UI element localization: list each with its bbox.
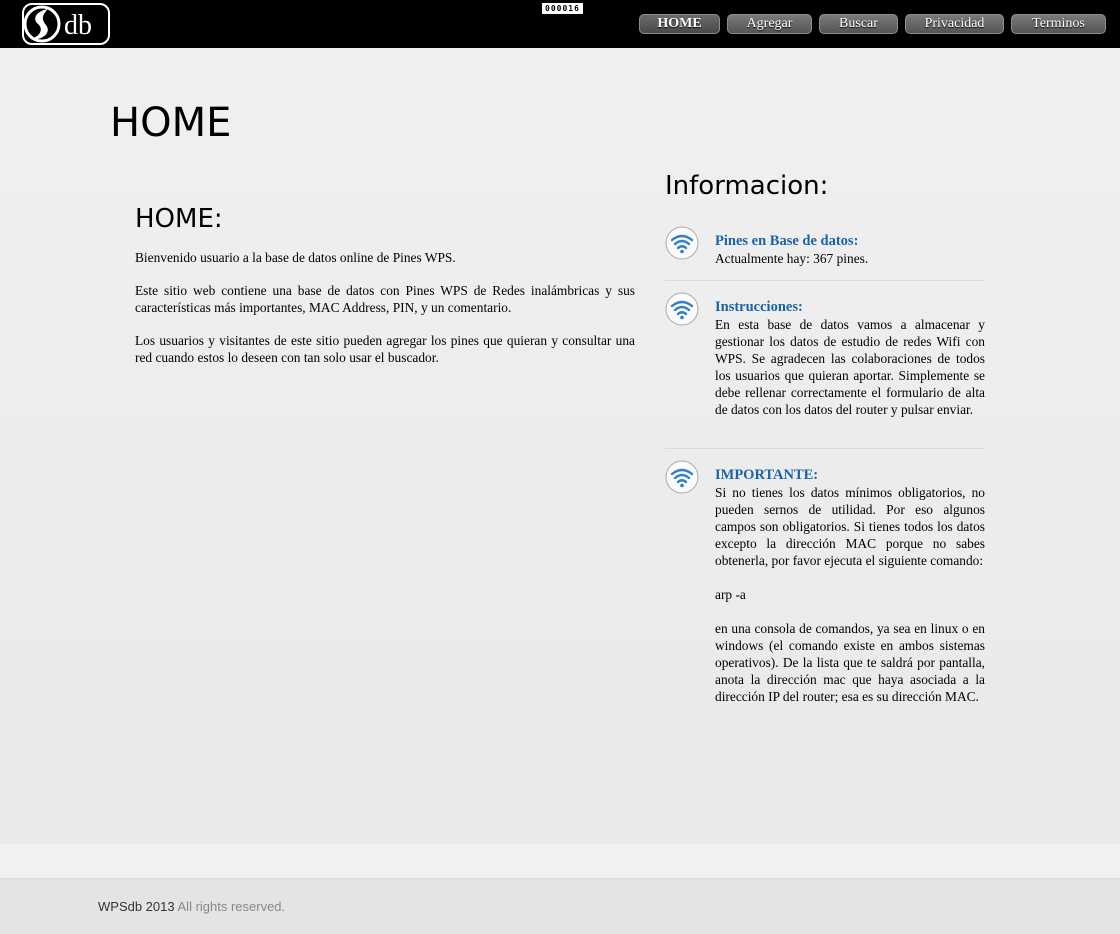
info-title: Instrucciones: bbox=[715, 299, 803, 315]
welcome-heading: HOME: bbox=[135, 204, 223, 234]
description-paragraph: Este sitio web contiene una base de datos con Pines WPS de Redes inalámbricas y sus características más importantes, MAC Address, PIN, y un comentario. bbox=[135, 283, 635, 315]
nav-terminos[interactable]: Terminos bbox=[1011, 14, 1106, 34]
visitors-paragraph: Los usuarios y visitantes de este sitio pueden agregar los pines que quieran y consultar una red cuando estos lo deseen con tan solo usar el buscador. bbox=[135, 333, 635, 365]
nav-home[interactable]: HOME bbox=[639, 14, 720, 34]
main-nav bbox=[0, 14, 1120, 34]
nav-privacidad[interactable]: Privacidad bbox=[905, 14, 1004, 34]
divider bbox=[665, 448, 985, 449]
info-title: IMPORTANTE: bbox=[715, 467, 819, 483]
main-content bbox=[0, 49, 1120, 844]
info-body: Si no tienes los datos mínimos obligatorios, no pueden sernos de utilidad. Por eso algunos campos son obligatorios. Si tienes todos los datos excepto la dirección MAC porque no sabes obtenerla, por favor ejecuta el siguiente comando: arp -a en una consola de comandos, ya sea en linux o en windows (el comando existe en ambos sistemas operativos). De la lista que te saldrá por pantalla, anota la dirección mac que haya asociada a la dirección IP del router; esa es su dirección MAC. bbox=[715, 485, 985, 704]
visit-counter: 000016 bbox=[542, 3, 583, 14]
footer-text bbox=[98, 899, 285, 914]
wifi-icon bbox=[665, 226, 699, 260]
info-body: En esta base de datos vamos a almacenar y gestionar los datos de estudio de redes Wifi con WPS. Se agradecen las colaboraciones de todos los usuarios que quieran aportar. Simplemente se debe rellenar correctamente el formulario de alta de datos con los datos del router y pulsar enviar. bbox=[715, 317, 985, 417]
nav-agregar[interactable]: Agregar bbox=[727, 14, 812, 34]
info-body: Actualmente hay: 367 pines. bbox=[715, 251, 869, 266]
page-title: HOME bbox=[110, 100, 232, 146]
footer bbox=[0, 878, 1120, 934]
info-section bbox=[665, 170, 985, 704]
welcome-paragraph: Bienvenido usuario a la base de datos online de Pines WPS. bbox=[135, 250, 456, 265]
logo-text: db bbox=[64, 10, 92, 41]
nav-buscar[interactable]: Buscar bbox=[819, 14, 898, 34]
info-title: Pines en Base de datos: bbox=[715, 233, 859, 249]
footer-band bbox=[0, 844, 1120, 878]
footer-brand: WPSdb 2013 bbox=[98, 899, 175, 914]
footer-rights: All rights reserved. bbox=[174, 899, 286, 914]
info-heading: Informacion: bbox=[665, 171, 829, 201]
top-bar bbox=[0, 0, 1120, 48]
wifi-icon bbox=[665, 292, 699, 326]
divider bbox=[665, 280, 985, 281]
wifi-icon bbox=[665, 460, 699, 494]
welcome-section bbox=[135, 203, 635, 382]
